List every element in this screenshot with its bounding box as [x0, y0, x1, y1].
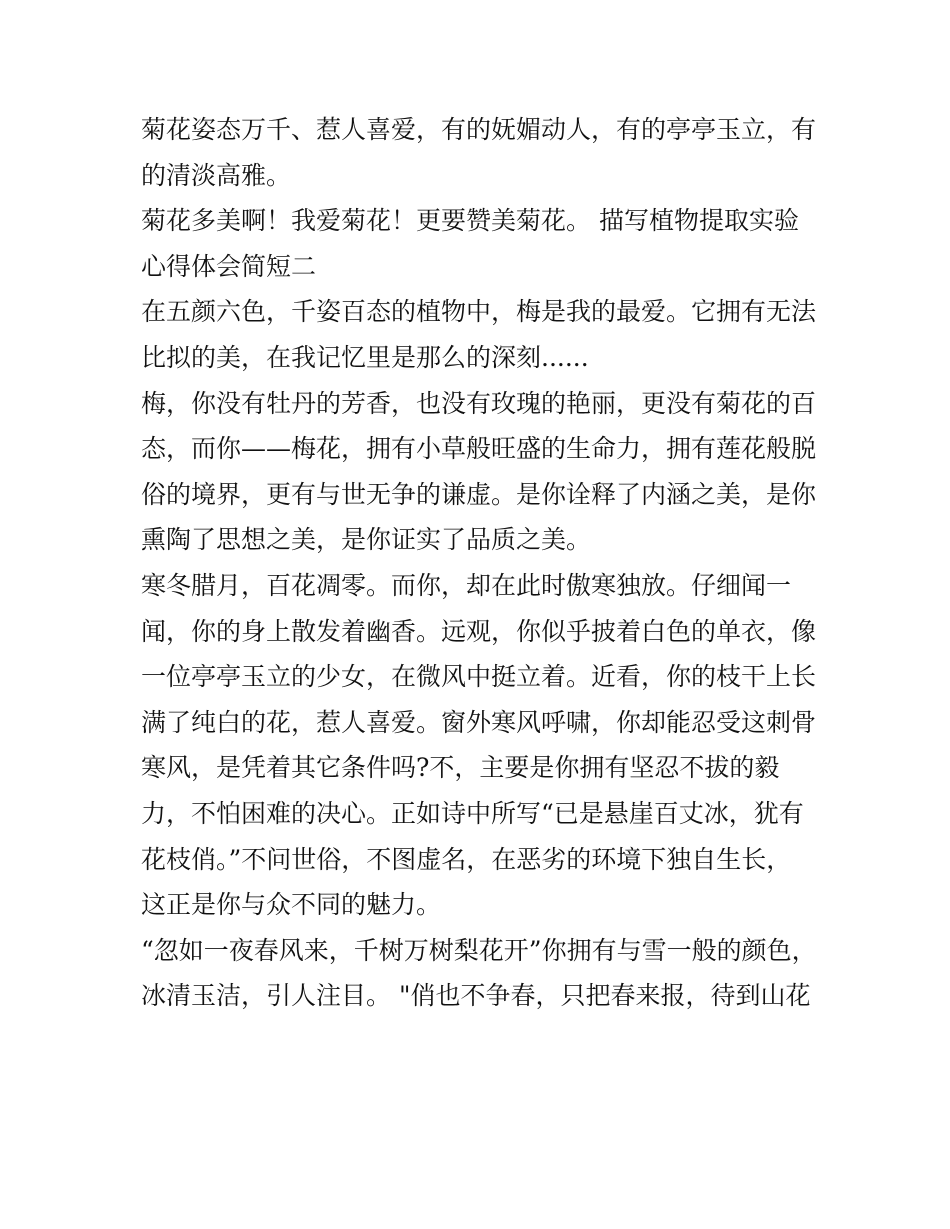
text-line: 寒风，是凭着其它条件吗?不，主要是你拥有坚忍不拔的毅: [141, 753, 780, 783]
text-line: 冰清玉洁，引人注目。 "俏也不争春，只把春来报，待到山花: [141, 981, 811, 1011]
text-line: 在五颜六色，千姿百态的植物中，梅是我的最爱。它拥有无法: [141, 297, 817, 327]
text-line: 梅，你没有牡丹的芳香，也没有玫瑰的艳丽，更没有菊花的百: [141, 388, 817, 418]
text-line: 态，而你——梅花，拥有小草般旺盛的生命力，拥有莲花般脱: [141, 434, 817, 464]
text-line: 一位亭亭玉立的少女，在微风中挺立着。近看，你的枝干上长: [141, 662, 817, 692]
text-line: 闻，你的身上散发着幽香。远观，你似乎披着白色的单衣，像: [141, 616, 817, 646]
text-line: 心得体会简短二: [141, 251, 317, 281]
text-line: 熏陶了思想之美，是你证实了品质之美。: [141, 525, 592, 555]
text-line: 寒冬腊月，百花凋零。而你，却在此时傲寒独放。仔细闻一: [141, 570, 792, 600]
document-body: [141, 107, 821, 1019]
text-line: 比拟的美，在我记忆里是那么的深刻......: [141, 342, 589, 372]
text-line: “忽如一夜春风来，千树万树梨花开”你拥有与雪一般的颜色，: [141, 935, 817, 965]
text-line: 的清淡高雅。: [141, 160, 292, 190]
text-line: 花枝俏。”不问世俗，不图虚名，在恶劣的环境下独自生长，: [141, 844, 792, 874]
text-line: 力，不怕困难的决心。正如诗中所写“已是悬崖百丈冰，犹有: [141, 798, 804, 828]
text-line: 这正是你与众不同的魅力。: [141, 890, 442, 920]
text-line: 菊花多美啊！我爱菊花！更要赞美菊花。 描写植物提取实验: [141, 206, 799, 236]
text-line: 俗的境界，更有与世无争的谦虚。是你诠释了内涵之美，是你: [141, 479, 817, 509]
text-line: 菊花姿态万千、惹人喜爱，有的妩媚动人，有的亭亭玉立，有: [141, 115, 817, 144]
text-line: 满了纯白的花，惹人喜爱。窗外寒风呼啸，你却能忍受这刺骨: [141, 707, 817, 737]
